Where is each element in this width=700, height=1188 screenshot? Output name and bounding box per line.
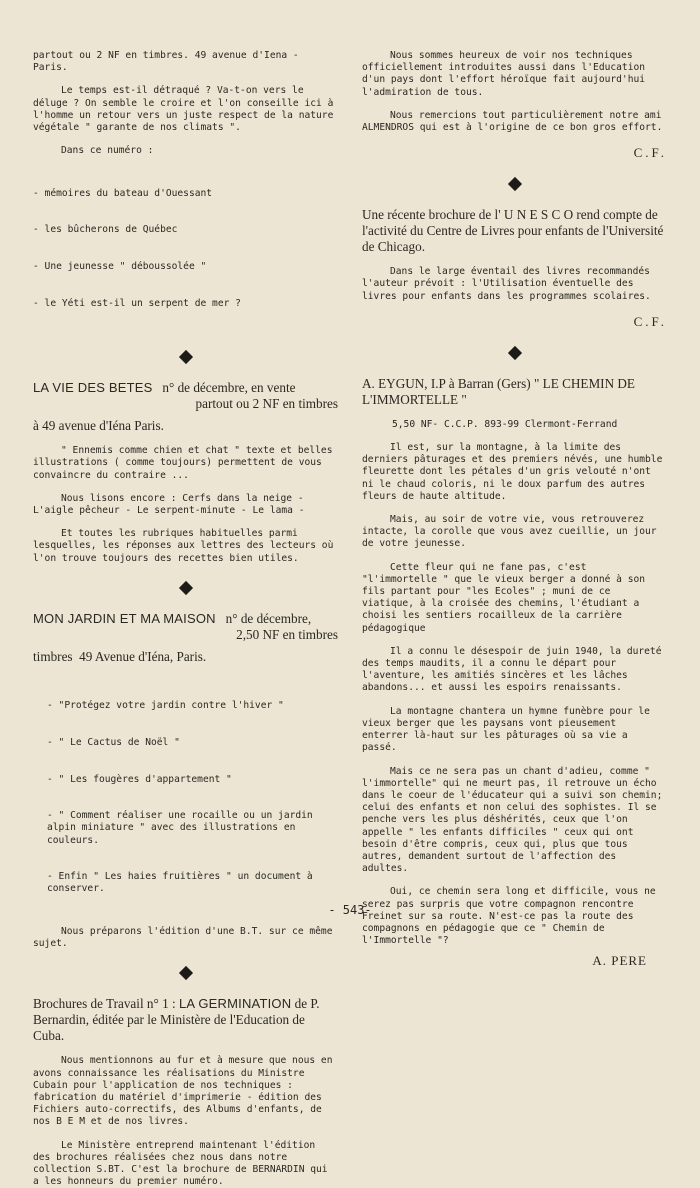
- brochures-paragraph-1: Nous mentionnons au fur et à mesure que nous en avons connaissance les réalisations du Ministre Cubain pour l'application de nos techniques : fabrication du matériel d'imprimerie - édition des Fichiers auto-correctifs, des Albums d'enfants, de nos B E M et de nos livres.: [33, 1055, 339, 1128]
- brochures-section: [33, 996, 338, 1188]
- mon-jardin-title: MON JARDIN ET MA MAISON: [33, 610, 216, 626]
- eygun-paragraph-1: Il est, sur la montagne, à la limite des derniers pâturages et des premiers névés, une humble fleurette dont les pétales d'un gris velouté n'ont ni le chaud coloris, ni le doux parfum des autres fleurs de haute altitude.: [362, 442, 669, 502]
- signature: C.F.: [633, 313, 667, 329]
- vie-des-betes-paragraph-3: Et toutes les rubriques habituelles parmi lesquelles, les réponses aux lettres des lecteurs où l'on trouve toujours des recettes bien utiles.: [33, 528, 340, 564]
- list-item: - " Les fougères d'appartement ": [47, 773, 232, 785]
- mon-jardin-price: 2,50 NF en timbres: [236, 626, 338, 642]
- list-item: - " Comment réaliser une rocaille ou un jardin alpin miniature " avec des illustrations en couleurs.: [47, 810, 319, 846]
- unesco-heading: Une récente brochure de l' U N E S C O rend compte de l'activité du Centre de Livres pour enfants de l'Université de Chicago.: [362, 207, 664, 255]
- list-item: - mémoires du bateau d'Ouessant: [33, 187, 213, 199]
- list-item: - "Protégez votre jardin contre l'hiver ": [47, 700, 284, 712]
- mon-jardin-address: timbres 49 Avenue d'Iéna, Paris.: [33, 648, 207, 664]
- mon-jardin-heading: [33, 611, 338, 627]
- mon-jardin-address-text: 49 Avenue d'Iéna, Paris.: [79, 648, 207, 664]
- eygun-heading: A. EYGUN, I.P à Barran (Gers) " LE CHEMIN DE L'IMMORTELLE ": [362, 375, 635, 407]
- list-item: - le Yéti est-il un serpent de mer ?: [33, 297, 241, 309]
- list-item: - Enfin " Les haies fruitières " un document à conserver.: [47, 871, 319, 895]
- mon-jardin-issue: n° de décembre,: [225, 610, 312, 626]
- list-item: - " Le Cactus de Noël ": [47, 736, 180, 748]
- eygun-paragraph-4: Il a connu le désespoir de juin 1940, la dureté des temps maudits, il a connu le départ pour l'aventure, les amitiés sincères et les lâches abandons... et aussi les espoirs renaissants.: [362, 645, 668, 694]
- right-column: [362, 50, 667, 969]
- brochures-paragraph-2: Le Ministère entreprend maintenant l'édition des brochures réalisées chez nous dans notre collection S.BT. C'est la brochure de BERNARDIN qui a les honneurs du premier numéro.: [33, 1139, 334, 1188]
- vie-des-betes-address: à 49 avenue d'Iéna Paris.: [33, 418, 164, 434]
- cuba-paragraph-2: Nous remercions tout particulièrement notre ami ALMENDROS qui est à l'origine de ce bon gros effort.: [362, 109, 668, 134]
- brochures-subtitle: de P. Bernardin, éditée par le Ministère de l'Education de Cuba.: [33, 996, 320, 1044]
- brochures-title: LA GERMINATION: [178, 996, 292, 1012]
- vie-des-betes-paragraph-1: " Ennemis comme chien et chat " texte et belles illustrations ( comme toujours) permettent de vous convaincre du contraire ...: [33, 445, 339, 481]
- intro-section: [33, 50, 338, 334]
- cuba-paragraph-1: Nous sommes heureux de voir nos techniques officiellement introduites aussi dans l'Education d'un pays dont l'effort héroïque fait aujourd'hui l'admiration de tous.: [362, 50, 651, 98]
- vie-des-betes-price: partout ou 2 NF en timbres: [195, 396, 338, 412]
- eygun-section: [362, 376, 667, 970]
- brochures-prefix: Brochures de Travail n° 1 :: [33, 996, 179, 1012]
- intro-line-1: partout ou 2 NF en timbres. 49 avenue d'Iena -: [33, 50, 299, 61]
- list-item: - Une jeunesse " déboussolée ": [33, 261, 207, 273]
- eygun-price: 5,50 NF- C.C.P. 893-99 Clermont-Ferrand: [392, 418, 618, 430]
- eygun-paragraph-5: La montagne chantera un hymne funèbre pour le vieux berger que les paysans vont pieusement enterrer là-haut sur les pâturages où sa vie a passé.: [362, 705, 656, 754]
- intro-paragraph: Le temps est-il détraqué ? Va-t-on vers le déluge ? On semble le croire et l'on conseille ici à l'homme un retour vers un juste respect de la nature végétale " garante de nos climats ".: [33, 85, 340, 134]
- signature: C.F.: [633, 145, 667, 161]
- vie-des-betes-heading: [33, 380, 338, 396]
- eygun-paragraph-3: Cette fleur qui ne fane pas, c'est "l'immortelle " que le vieux berger a donné à son fils partant pour "les Ecoles" ; muni de ce viatique, à la croisée des chemins, l'étudiant a choisi les sentiers rocailleux de la carrière pédagogique: [362, 561, 651, 634]
- unesco-section: [362, 207, 667, 330]
- vie-des-betes-issue: n° de décembre, en vente: [162, 380, 296, 396]
- signature: A. PERE: [592, 953, 647, 969]
- brochures-heading: [33, 996, 338, 1044]
- intro-line-2: Paris.: [33, 62, 68, 74]
- cuba-continuation-section: [362, 50, 667, 161]
- issue-contents-list: [33, 163, 338, 334]
- eygun-paragraph-2: Mais, au soir de votre vie, vous retrouverez intacte, la corolle que vous avez cueillie, un jour de votre jeunesse.: [362, 514, 663, 550]
- mon-jardin-list: [33, 676, 338, 920]
- unesco-paragraph: Dans le large éventail des livres recommandés l'auteur prévoit : l'Utilisation éventuelle des livres pour enfants dans les programmes scolaires.: [362, 266, 656, 302]
- list-item: - les bûcherons de Québec: [33, 224, 178, 236]
- eygun-paragraph-6: Mais ce ne sera pas un chant d'adieu, comme " l'immortelle" qui ne meurt pas, il retrouve un écho dans le coeur de l'éducateur qui a suivi son chemin; celui des enfants et non celui des sophistes. Il se penche vers les plus déshérités, ceux que l'on appelle " les enfants difficiles " ceux qui ont besoin d'être compris, ceux qui, plus que tous autres, demandent surtout de l'affection des adultes.: [362, 765, 669, 875]
- mon-jardin-paragraph: Nous préparons l'édition d'une B.T. sur ce même sujet.: [33, 925, 339, 950]
- eygun-paragraph-7: Oui, ce chemin sera long et difficile, vous ne serez pas surpris que votre compagnon rencontre Freinet sur sa route. N'est-ce pas la route des compagnons en pédagogie que ce " Chemin de l'Immortelle "?: [362, 886, 662, 947]
- in-this-issue-label: Dans ce numéro :: [61, 145, 154, 157]
- page-number: - 543-: [328, 903, 372, 917]
- mon-jardin-section: [33, 611, 338, 950]
- vie-des-betes-paragraph-2: Nous lisons encore : Cerfs dans la neige - L'aigle pêcheur - Le serpent-minute - Le lama -: [33, 492, 310, 517]
- left-column: [33, 50, 338, 1188]
- vie-des-betes-title: LA VIE DES BETES: [33, 380, 153, 396]
- vie-des-betes-section: [33, 380, 338, 565]
